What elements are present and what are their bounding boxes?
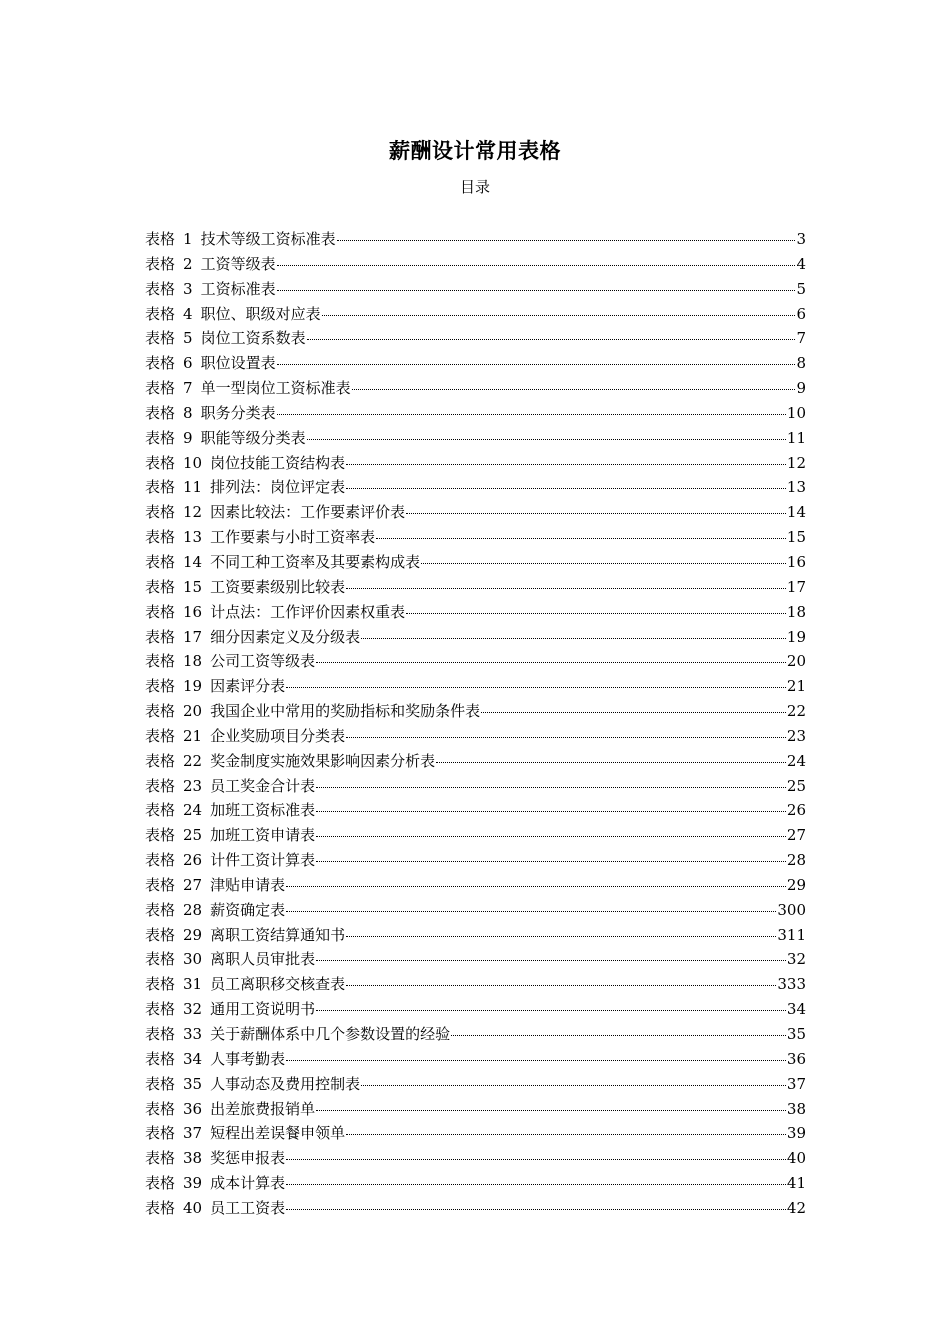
toc-entry-prefix: 表格 (145, 826, 176, 845)
toc-entry-title: 短程出差误餐申领单 (210, 1124, 346, 1143)
toc-entry-title: 细分因素定义及分级表 (210, 627, 361, 646)
toc-entry-title: 人事动态及费用控制表 (210, 1074, 361, 1093)
toc-entry-title: 津贴申请表 (210, 875, 286, 894)
toc-heading: 目录 (459, 178, 490, 196)
toc-entry-label (145, 302, 321, 327)
toc-entry-title: 岗位技能工资结构表 (210, 453, 346, 472)
toc-entry-number: 35 (183, 1074, 203, 1093)
toc-entry-number: 36 (183, 1099, 203, 1118)
toc-entry-page-number: 42 (786, 1198, 806, 1217)
toc-entry[interactable] (145, 848, 806, 873)
toc-entry-label (145, 947, 315, 972)
toc-entry[interactable] (145, 401, 806, 426)
toc-entry-page-number: 35 (786, 1025, 806, 1043)
toc-entry-number: 28 (183, 900, 203, 919)
toc-entry-number: 33 (183, 1025, 203, 1043)
toc-entry-label (145, 674, 285, 699)
toc-entry[interactable] (145, 1022, 806, 1047)
toc-entry[interactable] (145, 923, 806, 948)
toc-entry-prefix: 表格 (145, 1099, 176, 1118)
toc-dot-leader (346, 922, 776, 937)
table-of-contents (145, 227, 806, 1221)
toc-entry-page-number: 18 (786, 602, 806, 621)
toc-entry-title: 成本计算表 (210, 1174, 286, 1193)
toc-entry-title: 关于薪酬体系中几个参数设置的经验 (210, 1025, 451, 1043)
toc-entry-page-number: 15 (786, 528, 806, 547)
toc-entry-prefix: 表格 (145, 677, 176, 696)
toc-entry-page-number: 13 (786, 478, 806, 497)
toc-entry-number: 6 (183, 354, 193, 373)
toc-entry[interactable] (145, 1121, 806, 1146)
toc-entry-prefix: 表格 (145, 1124, 176, 1143)
toc-entry-label (145, 898, 285, 923)
toc-dot-leader (361, 624, 786, 639)
toc-entry-title: 工作要素与小时工资率表 (210, 528, 376, 547)
toc-entry-title: 员工工资表 (210, 1198, 286, 1217)
toc-entry-label (145, 1047, 285, 1072)
toc-entry-prefix: 表格 (145, 950, 176, 969)
toc-dot-leader (286, 872, 786, 887)
toc-dot-leader (316, 996, 786, 1011)
toc-dot-leader (352, 375, 796, 390)
toc-dot-leader (277, 276, 796, 291)
toc-dot-leader (346, 971, 776, 986)
toc-dot-leader (316, 1096, 786, 1111)
toc-entry-title: 薪资确定表 (210, 900, 286, 919)
toc-entry-label (145, 1022, 450, 1047)
toc-entry-title: 不同工种工资率及其要素构成表 (210, 552, 421, 571)
toc-entry-prefix: 表格 (145, 1174, 176, 1193)
toc-entry-label (145, 848, 315, 873)
toc-entry-label (145, 649, 315, 674)
toc-entry-page-number: 28 (786, 851, 806, 870)
toc-entry[interactable] (145, 252, 806, 277)
toc-entry-prefix: 表格 (145, 925, 176, 944)
toc-entry-label (145, 500, 405, 525)
toc-entry-page-number: 11 (786, 428, 806, 447)
toc-entry-label (145, 1121, 345, 1146)
toc-entry-number: 16 (183, 602, 203, 621)
toc-entry[interactable] (145, 774, 806, 799)
toc-entry-prefix: 表格 (145, 329, 176, 348)
toc-dot-leader (286, 1195, 786, 1210)
toc-entry-number: 10 (183, 453, 203, 472)
toc-entry-label (145, 1196, 285, 1221)
toc-entry-label (145, 351, 276, 376)
toc-entry[interactable] (145, 227, 806, 252)
toc-entry-page-number: 300 (777, 900, 806, 919)
toc-entry-page-number: 26 (786, 801, 806, 820)
toc-entry-label (145, 625, 360, 650)
document-title: 薪酬设计常用表格 (389, 139, 561, 163)
toc-entry-title: 企业奖励项目分类表 (210, 726, 346, 745)
toc-entry-number: 20 (183, 702, 203, 721)
toc-entry-number: 19 (183, 677, 203, 696)
toc-entry-number: 13 (183, 528, 203, 547)
toc-dot-leader (286, 1046, 786, 1061)
toc-entry[interactable] (145, 1097, 806, 1122)
toc-entry[interactable] (145, 376, 806, 401)
toc-entry-page-number: 3 (796, 230, 806, 248)
toc-entry-page-number: 333 (777, 975, 806, 994)
toc-entry-label (145, 376, 351, 401)
toc-entry-prefix: 表格 (145, 279, 176, 298)
toc-entry-page-number: 24 (786, 751, 806, 770)
toc-entry-title: 职位、职级对应表 (200, 304, 321, 323)
toc-entry[interactable] (145, 277, 806, 302)
toc-dot-leader (406, 599, 786, 614)
toc-dot-leader (277, 251, 796, 266)
toc-entry-prefix: 表格 (145, 801, 176, 820)
toc-dot-leader (376, 524, 786, 539)
toc-entry-label (145, 1072, 360, 1097)
toc-entry-number: 18 (183, 652, 203, 671)
toc-entry-page-number: 12 (786, 453, 806, 472)
toc-entry-number: 8 (183, 403, 193, 422)
toc-entry-label (145, 749, 435, 774)
toc-entry-number: 1 (183, 230, 193, 248)
toc-entry-page-number: 23 (786, 726, 806, 745)
toc-entry-title: 加班工资标准表 (210, 801, 316, 820)
toc-entry[interactable] (145, 699, 806, 724)
toc-dot-leader (286, 1170, 786, 1185)
toc-entry-label (145, 426, 306, 451)
toc-entry-prefix: 表格 (145, 652, 176, 671)
toc-entry[interactable] (145, 674, 806, 699)
toc-entry-prefix: 表格 (145, 379, 176, 398)
toc-entry-title: 职能等级分类表 (200, 428, 306, 447)
toc-dot-leader (316, 648, 786, 663)
toc-entry-title: 出差旅费报销单 (210, 1099, 316, 1118)
toc-entry-title: 公司工资等级表 (210, 652, 316, 671)
toc-entry[interactable] (145, 550, 806, 575)
toc-entry[interactable] (145, 1196, 806, 1221)
toc-dot-leader (346, 723, 786, 738)
toc-entry[interactable] (145, 475, 806, 500)
toc-entry-prefix: 表格 (145, 602, 176, 621)
toc-entry-number: 29 (183, 925, 203, 944)
toc-entry-title: 计点法：工作评价因素权重表 (210, 602, 406, 621)
toc-dot-leader (307, 325, 796, 340)
toc-dot-leader (286, 897, 776, 912)
toc-entry-title: 员工奖金合计表 (210, 776, 316, 795)
toc-dot-leader (406, 499, 786, 514)
toc-entry-prefix: 表格 (145, 1074, 176, 1093)
toc-entry-prefix: 表格 (145, 254, 176, 273)
toc-entry-page-number: 5 (796, 279, 806, 298)
toc-dot-leader (337, 226, 796, 241)
toc-entry-number: 23 (183, 776, 203, 795)
toc-entry-title: 我国企业中常用的奖励指标和奖励条件表 (210, 702, 481, 721)
toc-entry-number: 9 (183, 428, 193, 447)
toc-entry-label (145, 600, 405, 625)
toc-entry-label (145, 227, 336, 252)
toc-entry-number: 4 (183, 304, 193, 323)
toc-entry-page-number: 9 (796, 379, 806, 398)
toc-entry-label (145, 1146, 285, 1171)
toc-entry-number: 30 (183, 950, 203, 969)
toc-entry-prefix: 表格 (145, 577, 176, 596)
toc-entry-prefix: 表格 (145, 627, 176, 646)
toc-entry-page-number: 10 (786, 403, 806, 422)
toc-entry[interactable] (145, 873, 806, 898)
toc-entry[interactable] (145, 898, 806, 923)
toc-entry-title: 技术等级工资标准表 (200, 230, 336, 248)
toc-entry-title: 因素比较法：工作要素评价表 (210, 503, 406, 522)
toc-entry-label (145, 823, 315, 848)
toc-entry-title: 人事考勤表 (210, 1049, 286, 1068)
toc-dot-leader (346, 1120, 786, 1135)
toc-entry-number: 27 (183, 875, 203, 894)
toc-entry-prefix: 表格 (145, 1025, 176, 1043)
toc-entry-label (145, 451, 345, 476)
toc-entry-title: 员工离职移交核查表 (210, 975, 346, 994)
toc-entry-prefix: 表格 (145, 503, 176, 522)
toc-entry-prefix: 表格 (145, 403, 176, 422)
toc-entry-page-number: 41 (786, 1174, 806, 1193)
toc-entry[interactable] (145, 575, 806, 600)
toc-entry-label (145, 326, 306, 351)
toc-entry[interactable] (145, 1072, 806, 1097)
toc-entry-prefix: 表格 (145, 354, 176, 373)
toc-dot-leader (346, 574, 786, 589)
toc-entry-title: 加班工资申请表 (210, 826, 316, 845)
toc-entry-label (145, 774, 315, 799)
toc-entry-prefix: 表格 (145, 1198, 176, 1217)
toc-entry-title: 计件工资计算表 (210, 851, 316, 870)
toc-dot-leader (316, 847, 786, 862)
toc-entry-label (145, 550, 420, 575)
toc-entry-prefix: 表格 (145, 1000, 176, 1019)
toc-entry-prefix: 表格 (145, 726, 176, 745)
toc-entry-label (145, 699, 480, 724)
toc-entry[interactable] (145, 972, 806, 997)
toc-entry-label (145, 475, 345, 500)
toc-entry[interactable] (145, 426, 806, 451)
toc-dot-leader (286, 1145, 786, 1160)
toc-entry[interactable] (145, 1047, 806, 1072)
toc-dot-leader (286, 673, 786, 688)
toc-entry[interactable] (145, 500, 806, 525)
toc-entry-label (145, 401, 276, 426)
toc-entry-title: 通用工资说明书 (210, 1000, 316, 1019)
toc-entry-prefix: 表格 (145, 453, 176, 472)
toc-entry-prefix: 表格 (145, 230, 176, 248)
toc-entry[interactable] (145, 798, 806, 823)
toc-entry-number: 14 (183, 552, 203, 571)
toc-entry-label (145, 277, 276, 302)
toc-entry-number: 15 (183, 577, 203, 596)
toc-entry[interactable] (145, 326, 806, 351)
toc-entry-number: 17 (183, 627, 203, 646)
toc-entry-page-number: 34 (786, 1000, 806, 1019)
toc-entry-title: 职务分类表 (200, 403, 276, 422)
toc-entry-prefix: 表格 (145, 851, 176, 870)
toc-entry-page-number: 19 (786, 627, 806, 646)
toc-entry-label (145, 724, 345, 749)
toc-entry-page-number: 311 (777, 925, 806, 944)
toc-entry-page-number: 21 (786, 677, 806, 696)
toc-entry-prefix: 表格 (145, 428, 176, 447)
toc-entry-prefix: 表格 (145, 1149, 176, 1168)
toc-entry-number: 40 (183, 1198, 203, 1217)
toc-entry-prefix: 表格 (145, 900, 176, 919)
toc-entry[interactable] (145, 749, 806, 774)
toc-entry-prefix: 表格 (145, 304, 176, 323)
toc-entry[interactable] (145, 947, 806, 972)
toc-entry-page-number: 20 (786, 652, 806, 671)
toc-entry[interactable] (145, 823, 806, 848)
toc-entry-page-number: 17 (786, 577, 806, 596)
toc-entry-page-number: 6 (796, 304, 806, 323)
toc-entry-title: 岗位工资系数表 (200, 329, 306, 348)
toc-entry-title: 奖金制度实施效果影响因素分析表 (210, 751, 436, 770)
toc-entry-number: 37 (183, 1124, 203, 1143)
toc-entry-prefix: 表格 (145, 751, 176, 770)
toc-entry-number: 38 (183, 1149, 203, 1168)
toc-dot-leader (307, 425, 786, 440)
toc-entry[interactable] (145, 451, 806, 476)
toc-entry-label (145, 923, 345, 948)
toc-entry-title: 工资要素级别比较表 (210, 577, 346, 596)
toc-entry-prefix: 表格 (145, 528, 176, 547)
toc-entry-label (145, 873, 285, 898)
toc-entry-number: 11 (183, 478, 203, 497)
toc-entry[interactable] (145, 600, 806, 625)
toc-entry-number: 34 (183, 1049, 203, 1068)
toc-dot-leader (481, 698, 786, 713)
toc-entry-page-number: 7 (796, 329, 806, 348)
toc-entry-label (145, 972, 345, 997)
toc-entry-page-number: 40 (786, 1149, 806, 1168)
toc-entry[interactable] (145, 625, 806, 650)
toc-entry[interactable] (145, 525, 806, 550)
toc-entry-number: 21 (183, 726, 203, 745)
toc-dot-leader (451, 1021, 786, 1036)
toc-entry-title: 排列法：岗位评定表 (210, 478, 346, 497)
toc-entry-prefix: 表格 (145, 702, 176, 721)
toc-dot-leader (277, 350, 796, 365)
toc-entry-label (145, 798, 315, 823)
toc-dot-leader (421, 549, 786, 564)
toc-dot-leader (316, 773, 786, 788)
toc-entry-prefix: 表格 (145, 478, 176, 497)
toc-entry-page-number: 14 (786, 503, 806, 522)
toc-entry-page-number: 29 (786, 875, 806, 894)
toc-dot-leader (316, 797, 786, 812)
toc-entry-label (145, 997, 315, 1022)
toc-entry[interactable] (145, 1146, 806, 1171)
toc-entry-number: 32 (183, 1000, 203, 1019)
toc-entry-page-number: 38 (786, 1099, 806, 1118)
toc-entry-prefix: 表格 (145, 552, 176, 571)
toc-entry-page-number: 22 (786, 702, 806, 721)
toc-entry-page-number: 39 (786, 1124, 806, 1143)
toc-entry[interactable] (145, 351, 806, 376)
toc-entry-title: 离职工资结算通知书 (210, 925, 346, 944)
toc-entry-page-number: 4 (796, 254, 806, 273)
toc-entry-title: 工资等级表 (200, 254, 276, 273)
toc-dot-leader (277, 400, 786, 415)
toc-entry-title: 因素评分表 (210, 677, 286, 696)
toc-entry-number: 5 (183, 329, 193, 348)
toc-entry-title: 单一型岗位工资标准表 (200, 379, 351, 398)
toc-entry-page-number: 8 (796, 354, 806, 373)
toc-entry-page-number: 32 (786, 950, 806, 969)
toc-entry[interactable] (145, 302, 806, 327)
toc-entry[interactable] (145, 1171, 806, 1196)
toc-entry-number: 7 (183, 379, 193, 398)
toc-dot-leader (346, 450, 786, 465)
toc-entry-label (145, 575, 345, 600)
toc-entry-prefix: 表格 (145, 776, 176, 795)
toc-entry-number: 25 (183, 826, 203, 845)
toc-entry[interactable] (145, 649, 806, 674)
toc-entry-title: 职位设置表 (200, 354, 276, 373)
toc-entry-page-number: 25 (786, 776, 806, 795)
toc-entry-number: 26 (183, 851, 203, 870)
toc-entry-title: 离职人员审批表 (210, 950, 316, 969)
toc-entry-title: 工资标准表 (200, 279, 276, 298)
toc-dot-leader (316, 822, 786, 837)
toc-entry-number: 12 (183, 503, 203, 522)
toc-dot-leader (361, 1071, 786, 1086)
toc-dot-leader (436, 748, 786, 763)
toc-entry-label (145, 1171, 285, 1196)
toc-dot-leader (322, 301, 796, 316)
toc-entry-label (145, 1097, 315, 1122)
toc-entry-page-number: 16 (786, 552, 806, 571)
toc-entry-title: 奖惩申报表 (210, 1149, 286, 1168)
toc-entry-page-number: 37 (786, 1074, 806, 1093)
toc-entry[interactable] (145, 997, 806, 1022)
toc-entry-number: 24 (183, 801, 203, 820)
toc-entry-number: 3 (183, 279, 193, 298)
toc-entry-page-number: 36 (786, 1049, 806, 1068)
toc-dot-leader (316, 946, 786, 961)
toc-dot-leader (346, 474, 786, 489)
toc-entry-number: 39 (183, 1174, 203, 1193)
toc-entry-label (145, 252, 276, 277)
toc-entry-page-number: 27 (786, 826, 806, 845)
toc-entry-prefix: 表格 (145, 1049, 176, 1068)
toc-entry-prefix: 表格 (145, 875, 176, 894)
toc-entry-label (145, 525, 375, 550)
toc-entry-number: 31 (183, 975, 203, 994)
toc-entry-number: 22 (183, 751, 203, 770)
toc-entry-prefix: 表格 (145, 975, 176, 994)
toc-entry-number: 2 (183, 254, 193, 273)
toc-entry[interactable] (145, 724, 806, 749)
